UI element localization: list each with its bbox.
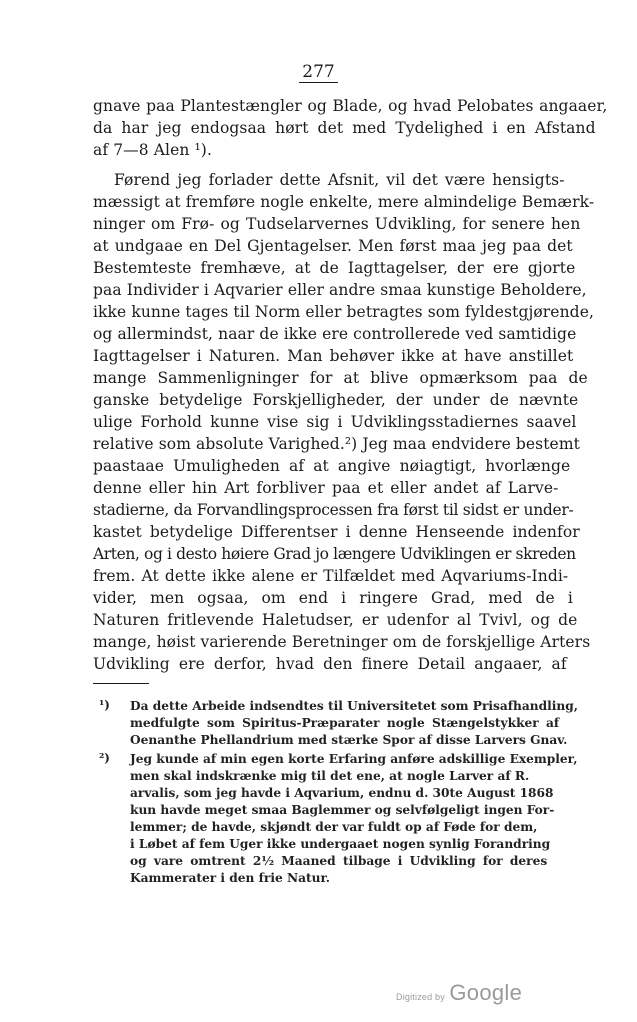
footnote-line: og vare omtrent 2½ Maaned tilbage i Udvikling for deres <box>130 854 548 868</box>
footnote-line: i Løbet af fem Uger ikke undergaaet nogen synlig Forandring <box>130 837 551 851</box>
body-line: ikke kunne tages til Norm eller betragtes som fyldestgjørende, <box>93 303 594 321</box>
body-line: stadierne, da Forvandlingsprocessen fra først til sidst er under- <box>93 501 574 519</box>
footnote-divider <box>93 683 149 684</box>
footnote-line: lemmer; de havde, skjøndt der var fuldt op af Føde for dem, <box>130 820 538 834</box>
footnote-mark: ¹) <box>99 698 110 712</box>
body-line: og allermindst, naar de ikke ere controllerede ved samtidige <box>93 325 577 343</box>
body-line: af 7—8 Alen ¹). <box>93 141 212 159</box>
body-line: denne eller hin Art forbliver paa et eller andet af Larve- <box>93 479 559 497</box>
body-line: frem. At dette ikke alene er Tilfældet med Aqvariums-Indi- <box>93 567 569 585</box>
footnote-line: Da dette Arbeide indsendtes til Universitetet som Prisafhandling, <box>130 699 579 713</box>
google-logo: Google <box>449 980 523 1005</box>
footnote-line: kun havde meget smaa Baglemmer og selvfølgeligt ingen For- <box>130 803 555 817</box>
body-line: mange Sammenligninger for at blive opmærksom paa de <box>93 369 588 387</box>
body-line: relative som absolute Varighed.²) Jeg maa endvidere bestemt <box>93 435 580 453</box>
body-line: Naturen fritlevende Haletudser, er udenfor al Tvivl, og de <box>93 611 578 629</box>
body-line: da har jeg endogsaa hørt det med Tydelighed i en Afstand <box>93 119 596 137</box>
body-line: ninger om Frø- og Tudselarvernes Udvikling, for senere hen <box>93 215 581 233</box>
footnote-mark: ²) <box>99 751 110 765</box>
footnote-line: arvalis, som jeg havde i Aqvarium, endnu d. 30te August 1868 <box>130 786 554 800</box>
body-line: mange, høist varierende Beretninger om de forskjellige Arters <box>93 633 591 651</box>
footnote-line: medfulgte som Spiritus-Præparater nogle Stængelstykker af <box>130 716 560 730</box>
footnote-line: men skal indskrænke mig til det ene, at nogle Larver af R. <box>130 769 530 783</box>
page-number: 277 <box>0 62 637 82</box>
body-line: Arten, og i desto høiere Grad jo længere Udviklingen er skreden <box>93 545 576 563</box>
body-line: Bestemteste fremhæve, at de Iagttagelser, der ere gjorte <box>93 259 576 277</box>
footnote-line: Jeg kunde af min egen korte Erfaring anføre adskillige Exempler, <box>130 752 578 766</box>
watermark-prefix: Digitized by <box>396 992 445 1002</box>
body-line: gnave paa Plantestængler og Blade, og hvad Pelobates angaaer, <box>93 97 608 115</box>
body-line: ulige Forhold kunne vise sig i Udviklingsstadiernes saavel <box>93 413 577 431</box>
body-line: vider, men ogsaa, om end i ringere Grad, med de i <box>93 589 573 607</box>
body-line: mæssigt at fremføre nogle enkelte, mere almindelige Bemærk- <box>93 193 595 211</box>
footnote-line: Oenanthe Phellandrium med stærke Spor af disse Larvers Gnav. <box>130 733 568 747</box>
body-line: kastet betydelige Differentser i denne Henseende indenfor <box>93 523 580 541</box>
digitized-by-google-watermark <box>396 980 522 1006</box>
body-line: Førend jeg forlader dette Afsnit, vil det være hensigts- <box>114 171 565 189</box>
footnote-line: Kammerater i den frie Natur. <box>130 871 331 885</box>
body-line: paa Individer i Aqvarier eller andre smaa kunstige Beholdere, <box>93 281 587 299</box>
body-line: paastaae Umuligheden af at angive nøiagtigt, hvorlænge <box>93 457 571 475</box>
body-line: ganske betydelige Forskjelligheder, der under de nævnte <box>93 391 579 409</box>
body-line: at undgaae en Del Gjentagelser. Men først maa jeg paa det <box>93 237 573 255</box>
body-line: Udvikling ere derfor, hvad den finere Detail angaaer, af <box>93 655 567 673</box>
body-line: Iagttagelser i Naturen. Man behøver ikke at have anstillet <box>93 347 574 365</box>
